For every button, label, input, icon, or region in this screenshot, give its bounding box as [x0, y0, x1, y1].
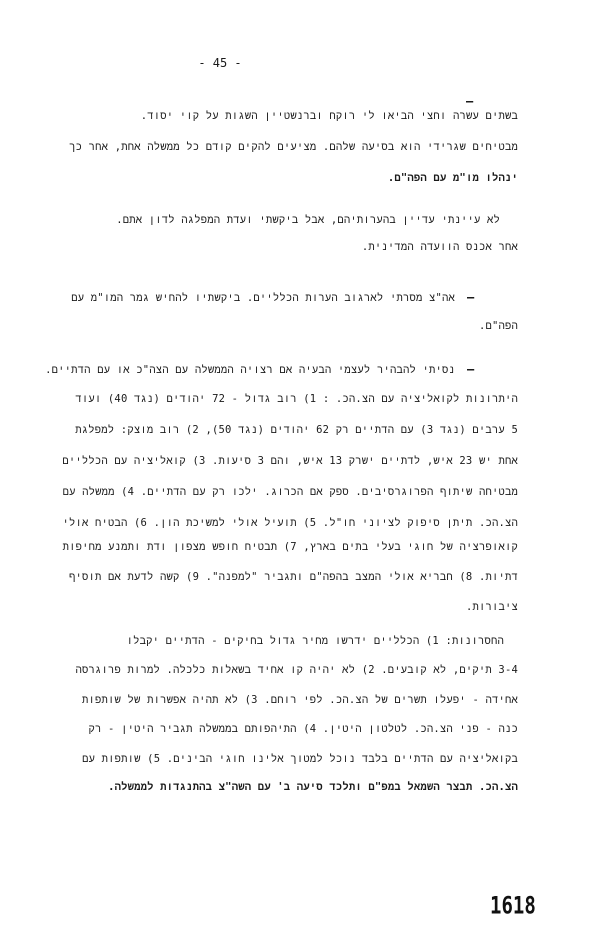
paragraph-line: הצ.הכ. תיתן סיפוק לציוני חו"ל. 5) תועיל אולי למשיכת הון. 6) הבטיח אולי [62, 517, 518, 529]
archive-stamp-number: 1618 [490, 892, 536, 920]
paragraph-line: נסיתי להבהיר לעצמי הבעיה אם רצויה הממשלה עם הצה"כ או עם הדתיים. [45, 364, 455, 376]
paragraph-line: קואופרציה של חוגי בעלי בתים בארץ, 7) תבטיח חופש מצפון ודת ותמנע מחיפות [62, 541, 518, 553]
paragraph-line: מבטיחה שיתוף הפרוגרסיבים. ספק אם הכרוג. ילכו רק עם הדתיים. 4) ממשלה עם [62, 486, 518, 498]
paragraph-line: ינהלו מו"מ עם הפה"ם. [387, 172, 518, 184]
page-number: - 45 - [198, 56, 242, 70]
paragraph-line: החסרונות: 1) הכלליים ידרשו מחיר גדול בחיקים - הדתיים יקבלו [126, 635, 504, 647]
paragraph-line: אחת יש 23 איש, לדתיים ישרק 13 איש, והם 3 סיעות. 3) קואליציה עם הכלליים [62, 455, 518, 467]
paragraph-line: אחידה - יפעלו תשרים של הצ.הכ. לפי רוחם. 3) לא תהיה אפשרות של שותפות [82, 694, 518, 706]
paragraph-line: אחר אכנס הוועדה המדינית. [361, 241, 518, 253]
dash-marker: – [467, 290, 475, 304]
paragraph-line: אה"צ מסרתי לארגוב הערות הכלליים. ביקשתיו להחיש גמר המו"מ עם [71, 292, 455, 304]
paragraph-line: 3-4 תיקים, לא קובעים. 2) לא יהיה קו אחיד בשאלות כלכלה. למרות פרוגרסה [75, 664, 518, 676]
paragraph-line: היתרונות לקואליציה עם הצ.הכ. : 1) רוב גדול - 72 יהודים (נגד 40) ועוד [75, 393, 518, 405]
paragraph-line: בקואליציה עם הדתיים בלבד נוכל למטוך אלינו חוגי הבינים. 5) שותפות עם [82, 753, 518, 765]
paragraph-line: מבטיחים שגרידי הוא בסיעה שלהם. מציעים להקים קודם כל ממשלה אחת, אחר כך [69, 141, 518, 153]
paragraph-line: בשתים עשרה וחצי הביאו לי רוקח וברנשטיין השגות על קוי יסוד. [140, 110, 518, 122]
paragraph-line: הצ.הכ. תבצר השמאל במפ"ם ותלכד סיעה ב' עם השה"צ בהתנגדות לממשלה. [108, 781, 518, 793]
paragraph-line: דתיות. 8) חבריא אולי המצב בהפה"ם ותגביר "למפנה". 9) קשה לדעת אם תוסיף [68, 571, 518, 583]
paragraph-line: לא עיינתי עדיין בהערותיהם, אבל ביקשתי ועדת המפלגה לדון אתם. [116, 214, 500, 226]
paragraph-line: הפה"ם. [478, 320, 518, 332]
dash-marker: – [467, 362, 475, 376]
paragraph-line: ציבורות. [465, 601, 518, 613]
margin-dash: – [466, 94, 474, 108]
paragraph-line: 5 ערבים (נגד 3) עם הדתיים רק 62 יהודים (נגד 50), 2) רוב מוצק: למפלגת [75, 424, 518, 436]
paragraph-line: כנה - פני הצ.הכ. לטלטון היטין. 4) התיהפותם בממשלה תגביר היטין - רק [88, 723, 518, 735]
